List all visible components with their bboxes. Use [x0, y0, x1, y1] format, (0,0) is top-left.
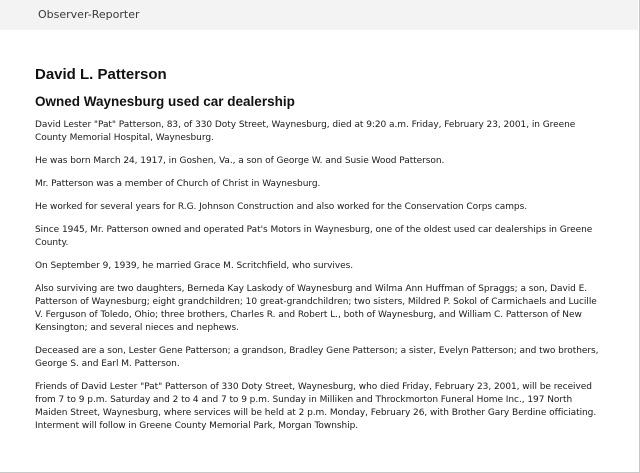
paragraph-birth: He was born March 24, 1917, in Goshen, Va., a son of George W. and Susie Wood Patterson. — [35, 156, 445, 166]
paragraph-marriage: On September 9, 1939, he married Grace M. Scritchfield, who survives. — [35, 261, 354, 271]
site-name: Observer-Reporter — [38, 8, 140, 21]
paragraph-business: Since 1945, Mr. Patterson owned and operated Pat's Motors in Waynesburg, one of the oldest used car dealerships in Greene County. — [35, 225, 593, 248]
masthead — [0, 0, 638, 30]
paragraph-work: He worked for several years for R.G. Johnson Construction and also worked for the Conservation Corps camps. — [35, 202, 528, 212]
article-title: David L. Patterson — [35, 66, 167, 83]
paragraph-death-notice: David Lester "Pat" Patterson, 83, of 330 Doty Street, Waynesburg, died at 9:20 a.m. Friday, February 23, 2001, in Greene County Memorial Hospital, Waynesburg. — [35, 120, 576, 143]
paragraph-survivors: Also surviving are two daughters, Berneda Kay Laskody of Waynesburg and Wilma Ann Huffman of Spraggs; a son, David E. Patterson of Waynesburg; eight grandchildren; 10 great-grandchildren; two sisters, Mildred P. Sokol of Carmichaels and Lucille V. Ferguson of Toledo, Ohio; three brothers, Charles R. and Robert L., both of Waynesburg, and William C. Patterson of New Kensington; and several nieces and nephews. — [35, 284, 597, 333]
paragraph-church: Mr. Patterson was a member of Church of Christ in Waynesburg. — [35, 179, 321, 189]
article-subtitle: Owned Waynesburg used car dealership — [35, 94, 295, 109]
paragraph-services: Friends of David Lester "Pat" Patterson of 330 Doty Street, Waynesburg, who died Friday, February 23, 2001, will be received from 7 to 9 p.m. Saturday and 2 to 4 and 7 to 9 p.m. Sunday in Milliken and Throckmorton Funeral Home Inc., 197 North Maiden Street, Waynesburg, where services will be held at 2 p.m. Monday, February 26, with Brother Gary Berdine officiating. Interment will follow in Greene County Memorial Park, Morgan Township. — [35, 382, 597, 431]
paragraph-deceased: Deceased are a son, Lester Gene Patterson; a grandson, Bradley Gene Patterson; a sister, Evelyn Patterson; and two brothers, George S. and Earl M. Patterson. — [35, 346, 599, 369]
obituary-article — [35, 66, 603, 443]
